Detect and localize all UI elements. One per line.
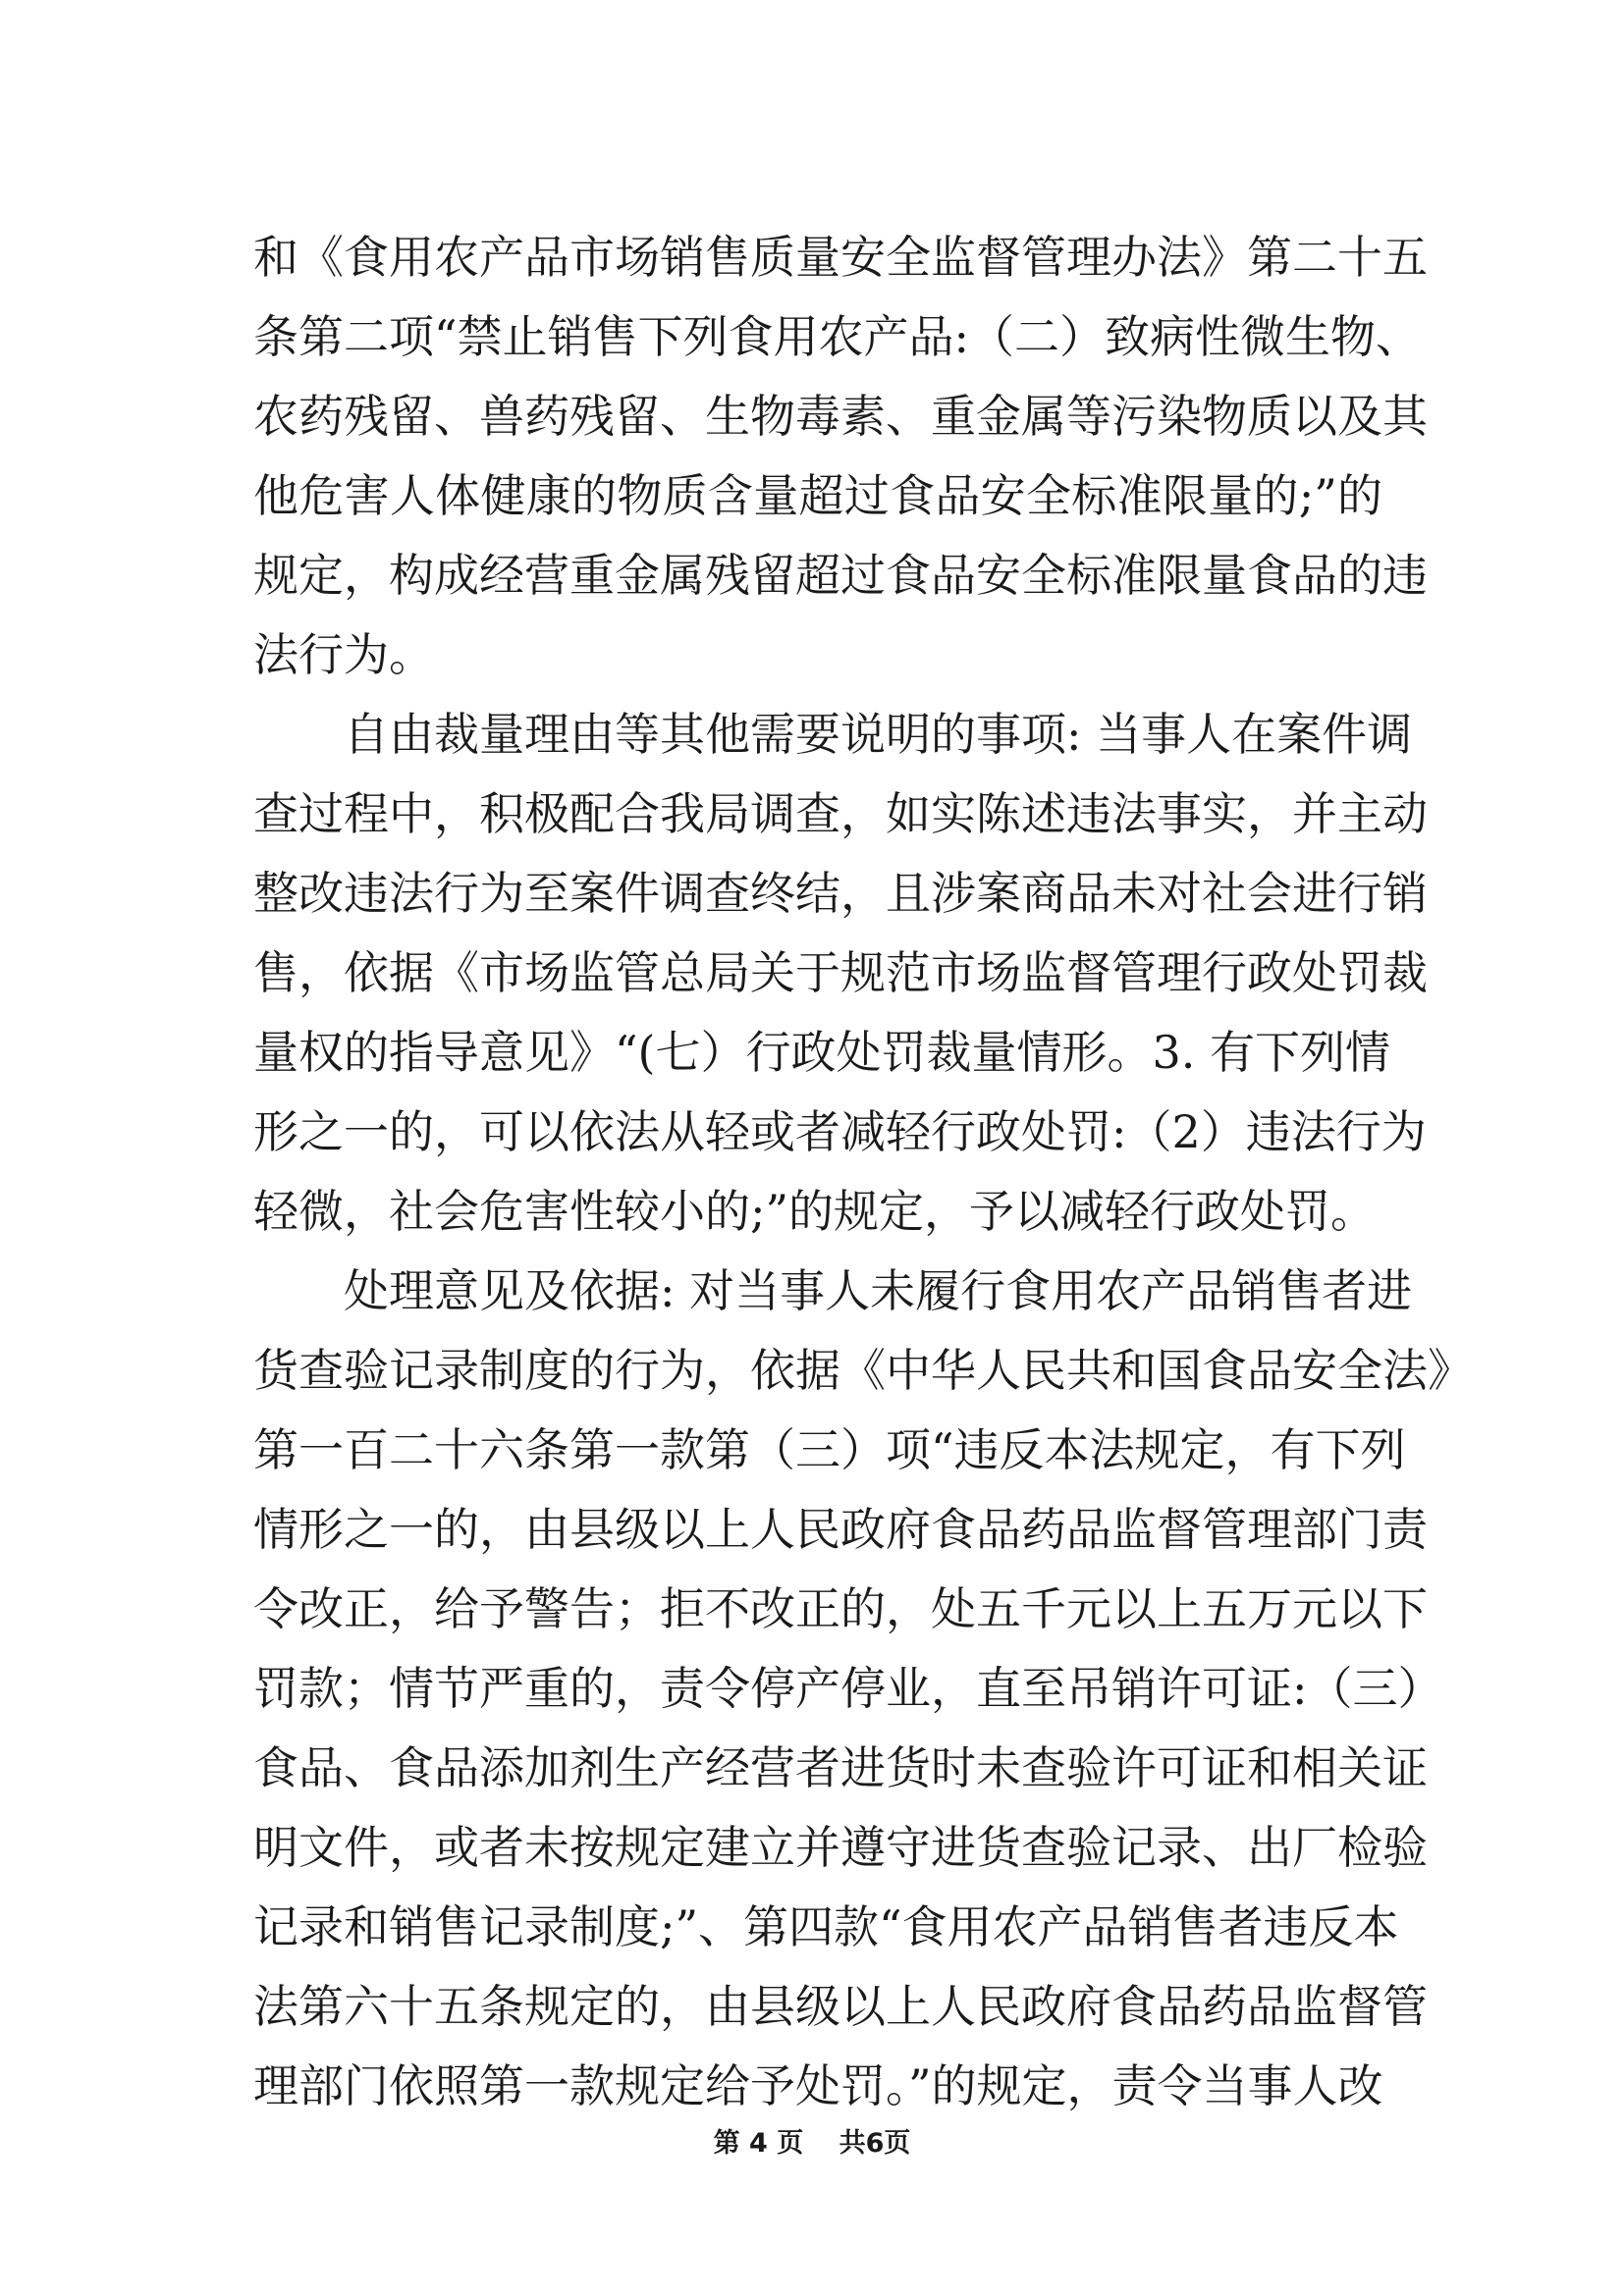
text-line: 形之一的，可以依法从轻或者减轻行政处罚:（2）违法行为	[253, 1105, 1427, 1158]
text-line: 售，依据《市场监管总局关于规范市场监督管理行政处罚裁	[253, 946, 1428, 999]
text-line: 他危害人体健康的物质含量超过食品安全标准限量的;”的	[253, 469, 1382, 522]
text-line: 和《食用农产品市场销售质量安全监督管理办法》第二十五	[253, 231, 1428, 284]
text-line: 条第二项“禁止销售下列食用农产品:（二）致病性微生物、	[253, 310, 1422, 363]
text-line: 法第六十五条规定的，由县级以上人民政府食品药品监督管	[253, 1980, 1428, 2033]
text-line: 查过程中，积极配合我局调查，如实陈述违法事实，并主动	[253, 787, 1428, 840]
text-line: 理部门依照第一款规定给予处罚。”的规定，责令当事人改	[253, 2059, 1383, 2112]
text-line: 情形之一的，由县级以上人民政府食品药品监督管理部门责	[253, 1503, 1428, 1556]
text-line: 轻微，社会危害性较小的;”的规定，予以减轻行政处罚。	[253, 1185, 1377, 1238]
text-line: 货查验记录制度的行为，依据《中华人民共和国食品安全法》	[253, 1344, 1473, 1397]
text-line: 明文件，或者未按规定建立并遵守进货查验记录、出厂检验	[253, 1821, 1428, 1874]
text-line: 法行为。	[253, 628, 434, 681]
text-line: 量权的指导意见》“(七）行政处罚裁量情形。3. 有下列情	[253, 1026, 1390, 1079]
paragraph-first-line: 处理意见及依据: 对当事人未履行食用农产品销售者进	[344, 1264, 1413, 1317]
text-line: 第一百二十六条第一款第（三）项“违反本法规定，有下列	[253, 1423, 1406, 1476]
page-number-footer: 第 4 页 共6页	[713, 2128, 911, 2159]
paragraph-first-line: 自由裁量理由等其他需要说明的事项: 当事人在案件调	[344, 708, 1413, 761]
text-line: 整改违法行为至案件调查终结，且涉案商品未对社会进行销	[253, 867, 1428, 920]
text-line: 记录和销售记录制度;”、第四款“食用农产品销售者违反本	[253, 1900, 1399, 1953]
text-line: 罚款；情节严重的，责令停产停业，直至吊销许可证:（三）	[253, 1662, 1443, 1715]
text-line: 令改正，给予警告；拒不改正的，处五千元以上五万元以下	[253, 1582, 1428, 1635]
text-line: 规定，构成经营重金属残留超过食品安全标准限量食品的违	[253, 549, 1428, 602]
text-line: 农药残留、兽药残留、生物毒素、重金属等污染物质以及其	[253, 390, 1428, 443]
text-line: 食品、食品添加剂生产经营者进货时未查验许可证和相关证	[253, 1741, 1428, 1794]
